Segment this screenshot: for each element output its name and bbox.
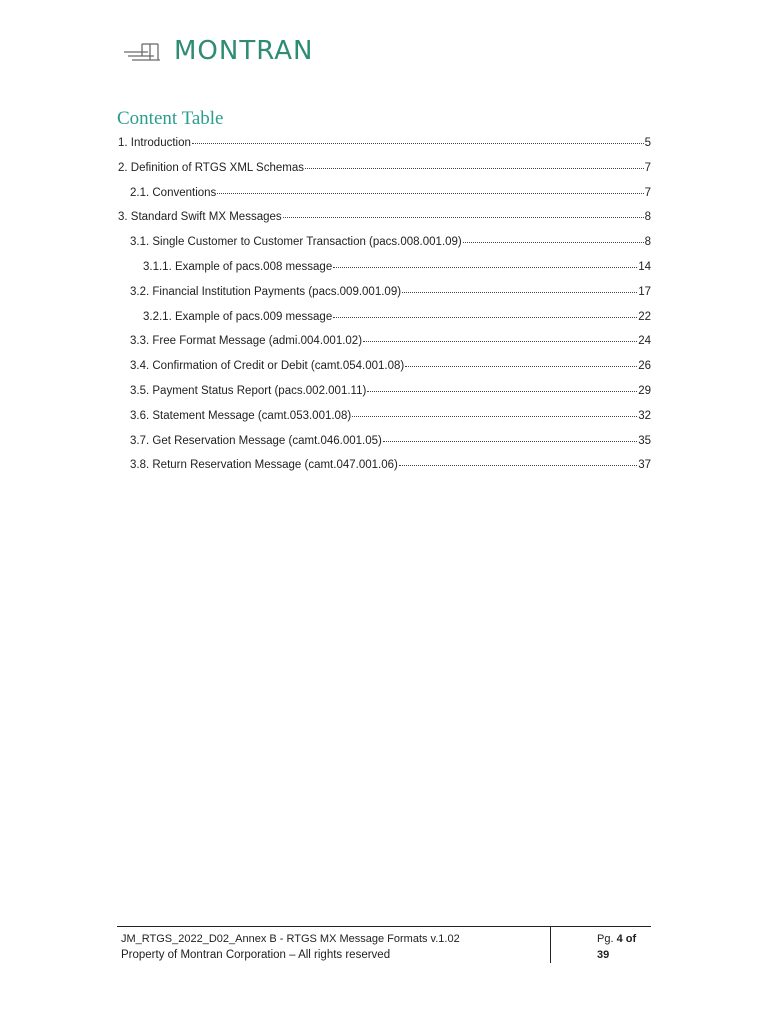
footer-property-notice: Property of Montran Corporation – All rights reserved — [121, 949, 391, 961]
toc-entry[interactable] — [118, 135, 651, 160]
toc-entry[interactable] — [118, 185, 651, 210]
toc-entry-label: 3.2.1. Example of pacs.009 message — [143, 310, 333, 323]
toc-entry-page: 35 — [638, 434, 651, 447]
toc-dot-leader — [283, 216, 644, 218]
toc-entry-page: 37 — [638, 459, 651, 472]
montran-logo — [122, 36, 313, 66]
toc-entry-label: 2. Definition of RTGS XML Schemas — [118, 161, 304, 174]
toc-entry[interactable] — [118, 457, 651, 482]
toc-entry[interactable] — [118, 234, 651, 259]
toc-entry-page: 22 — [638, 310, 651, 323]
toc-entry[interactable] — [118, 160, 651, 185]
toc-entry-label: 1. Introduction — [118, 137, 191, 149]
toc-entry-page: 32 — [638, 409, 651, 422]
page-total: 39 — [597, 949, 610, 961]
toc-dot-leader — [217, 192, 643, 194]
footer-page-number — [597, 931, 651, 963]
toc-dot-leader — [399, 464, 637, 466]
toc-dot-leader — [367, 390, 637, 392]
toc-entry-label: 3.4. Confirmation of Credit or Debit (camt.054.001.08) — [130, 360, 405, 373]
toc-entry[interactable] — [118, 259, 651, 284]
toc-entry[interactable] — [118, 209, 651, 234]
toc-entry-label: 3.8. Return Reservation Message (camt.047.001.06) — [130, 459, 398, 472]
toc-dot-leader — [192, 142, 644, 144]
montran-logo-mark-icon — [122, 38, 170, 64]
toc-dot-leader — [383, 440, 637, 442]
toc-entry[interactable] — [118, 333, 651, 358]
content-table-title: Content Table — [117, 108, 224, 129]
toc-entry[interactable] — [118, 358, 651, 383]
toc-entry-page: 14 — [638, 260, 651, 273]
toc-entry-label: 3.5. Payment Status Report (pacs.002.001.11) — [130, 384, 367, 397]
toc-dot-leader — [402, 291, 637, 293]
toc-entry-page: 8 — [644, 236, 651, 249]
toc-entry-label: 3.6. Statement Message (camt.053.001.08) — [130, 409, 352, 422]
page-footer — [117, 926, 651, 963]
toc-entry-page: 24 — [638, 335, 651, 348]
toc-dot-leader — [333, 316, 637, 318]
page-prefix: Pg. — [597, 933, 614, 945]
montran-logo-wordmark: MONTRAN — [174, 36, 314, 66]
table-of-contents — [118, 135, 651, 482]
toc-entry-label: 3. Standard Swift MX Messages — [118, 211, 282, 224]
page-of: of — [625, 933, 637, 945]
toc-dot-leader — [405, 365, 637, 367]
toc-entry[interactable] — [118, 408, 651, 433]
toc-entry-page: 17 — [638, 285, 651, 298]
toc-dot-leader — [363, 340, 637, 342]
toc-entry-label: 3.2. Financial Institution Payments (pacs.009.001.09) — [130, 285, 402, 298]
toc-entry-page: 5 — [644, 137, 651, 149]
toc-entry-label: 3.1. Single Customer to Customer Transaction (pacs.008.001.09) — [130, 236, 462, 249]
toc-dot-leader — [305, 167, 644, 169]
toc-entry[interactable] — [118, 309, 651, 334]
toc-entry-page: 29 — [638, 384, 651, 397]
toc-entry-label: 3.3. Free Format Message (admi.004.001.02) — [130, 335, 363, 348]
footer-divider — [550, 927, 551, 963]
footer-left-cell — [121, 931, 549, 963]
toc-entry-label: 2.1. Conventions — [130, 186, 217, 199]
toc-dot-leader — [463, 241, 644, 243]
toc-entry[interactable] — [118, 383, 651, 408]
toc-entry-page: 7 — [644, 161, 651, 174]
toc-dot-leader — [333, 266, 637, 268]
toc-entry[interactable] — [118, 284, 651, 309]
page-current: 4 — [616, 933, 623, 945]
toc-dot-leader — [352, 415, 637, 417]
toc-entry-page: 8 — [644, 211, 651, 224]
toc-entry-label: 3.1.1. Example of pacs.008 message — [143, 260, 333, 273]
toc-entry-label: 3.7. Get Reservation Message (camt.046.001.05) — [130, 434, 382, 447]
toc-entry[interactable] — [118, 433, 651, 458]
toc-entry-page: 26 — [638, 360, 651, 373]
toc-entry-page: 7 — [644, 186, 651, 199]
footer-document-reference: JM_RTGS_2022_D02_Annex B - RTGS MX Message Formats v.1.02 — [121, 933, 460, 945]
